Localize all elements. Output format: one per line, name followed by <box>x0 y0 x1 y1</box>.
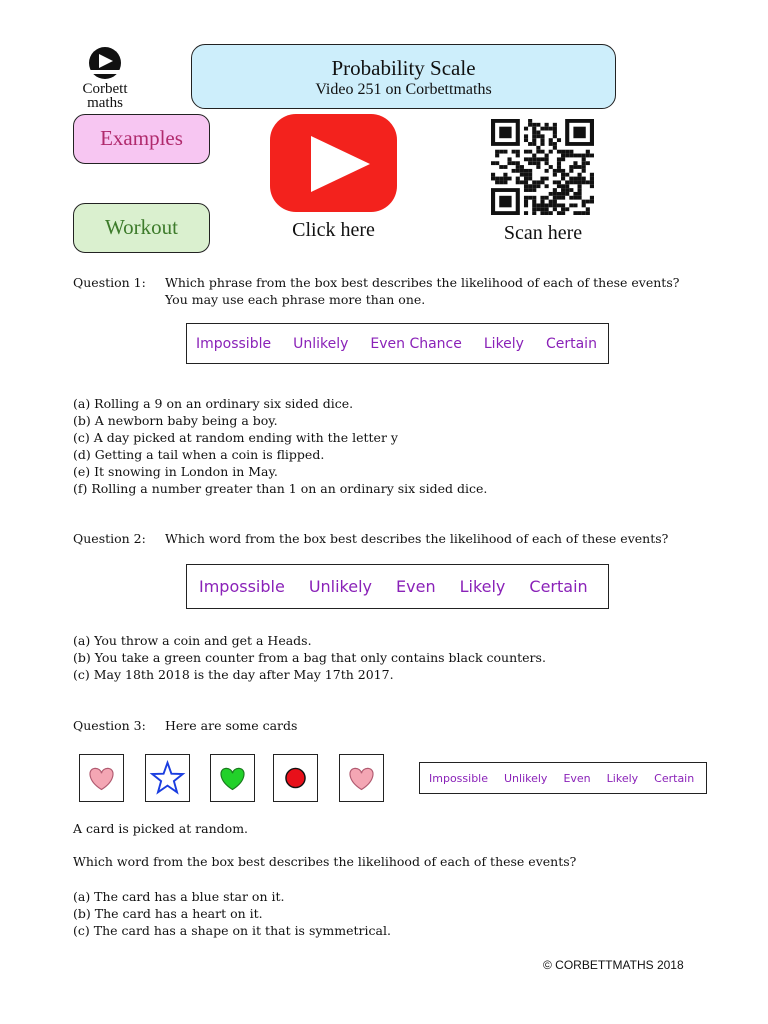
phrase-unlikely: Unlikely <box>293 335 349 352</box>
red-circle-icon <box>274 755 317 801</box>
question-2-parts <box>73 632 546 683</box>
logo-icon <box>72 46 138 82</box>
play-icon <box>270 114 397 212</box>
word-certain: Certain <box>654 771 695 785</box>
card-pink-heart-2 <box>339 754 384 802</box>
phrase-even-chance: Even Chance <box>370 335 462 352</box>
page-title: Probability Scale <box>331 56 476 80</box>
list-item: (a) Rolling a 9 on an ordinary six sided dice. <box>73 396 354 411</box>
card-green-heart <box>210 754 255 802</box>
word-likely: Likely <box>459 577 506 596</box>
word-box-2 <box>186 564 609 609</box>
question-2-label: Question 2: <box>73 531 146 546</box>
list-item: (b) A newborn baby being a boy. <box>73 413 278 428</box>
green-heart-icon <box>211 755 254 801</box>
list-item: (d) Getting a tail when a coin is flipped. <box>73 447 325 462</box>
list-item: (b) The card has a heart on it. <box>73 906 263 921</box>
question-1-text-2: You may use each phrase more than one. <box>165 292 426 307</box>
question-1-text: Which phrase from the box best describes the likelihood of each of these events? <box>165 275 680 290</box>
list-item: (c) A day picked at random ending with the letter y <box>73 430 398 445</box>
pink-heart-icon <box>340 755 383 801</box>
phrase-likely: Likely <box>483 335 524 352</box>
phrase-box-1 <box>186 323 609 364</box>
blue-star-icon <box>146 755 189 801</box>
pink-heart-icon <box>80 755 123 801</box>
card-pink-heart <box>79 754 124 802</box>
list-item: (b) You take a green counter from a bag that only contains black counters. <box>73 650 546 665</box>
scan-here-label: Scan here <box>503 222 583 244</box>
word-likely: Likely <box>606 771 639 785</box>
qr-code[interactable] <box>491 119 594 215</box>
list-item: (f) Rolling a number greater than 1 on an ordinary six sided dice. <box>73 481 488 496</box>
title-box <box>191 44 616 109</box>
word-even: Even <box>396 577 436 596</box>
copyright: © CORBETTMATHS 2018 <box>543 958 684 972</box>
word-unlikely: Unlikely <box>504 771 548 785</box>
card-red-circle <box>273 754 318 802</box>
corbettmaths-logo <box>72 46 142 116</box>
list-item: (a) You throw a coin and get a Heads. <box>73 633 312 648</box>
question-3-label: Question 3: <box>73 718 146 733</box>
question-3-text: Here are some cards <box>165 718 298 733</box>
question-3-parts <box>73 888 391 939</box>
qr-code-icon <box>491 119 594 215</box>
phrase-certain: Certain <box>545 335 597 352</box>
word-even: Even <box>563 771 591 785</box>
card-picked-text: A card is picked at random. <box>73 821 249 836</box>
word-certain: Certain <box>529 577 588 596</box>
word-box-3 <box>419 762 707 794</box>
list-item: (c) May 18th 2018 is the day after May 17th 2017. <box>73 667 394 682</box>
examples-button[interactable]: Examples <box>73 114 210 164</box>
phrase-impossible: Impossible <box>196 335 272 352</box>
word-impossible: Impossible <box>199 577 285 596</box>
card-blue-star <box>145 754 190 802</box>
list-item: (c) The card has a shape on it that is symmetrical. <box>73 923 391 938</box>
workout-button[interactable]: Workout <box>73 203 210 253</box>
page-subtitle: Video 251 on Corbettmaths <box>315 81 492 98</box>
video-play-button[interactable] <box>270 114 397 212</box>
question-1-label: Question 1: <box>73 275 146 290</box>
logo-text-line1: Corbett <box>82 81 128 97</box>
list-item: (e) It snowing in London in May. <box>73 464 278 479</box>
list-item: (a) The card has a blue star on it. <box>73 889 285 904</box>
question-2-text: Which word from the box best describes the likelihood of each of these events? <box>165 531 669 546</box>
click-here-label[interactable]: Click here <box>292 219 375 241</box>
question-1-parts <box>73 395 487 497</box>
question-3-instruction: Which word from the box best describes the likelihood of each of these events? <box>73 854 577 869</box>
word-impossible: Impossible <box>429 771 488 785</box>
word-unlikely: Unlikely <box>308 577 373 596</box>
logo-text-line2: maths <box>87 95 123 111</box>
